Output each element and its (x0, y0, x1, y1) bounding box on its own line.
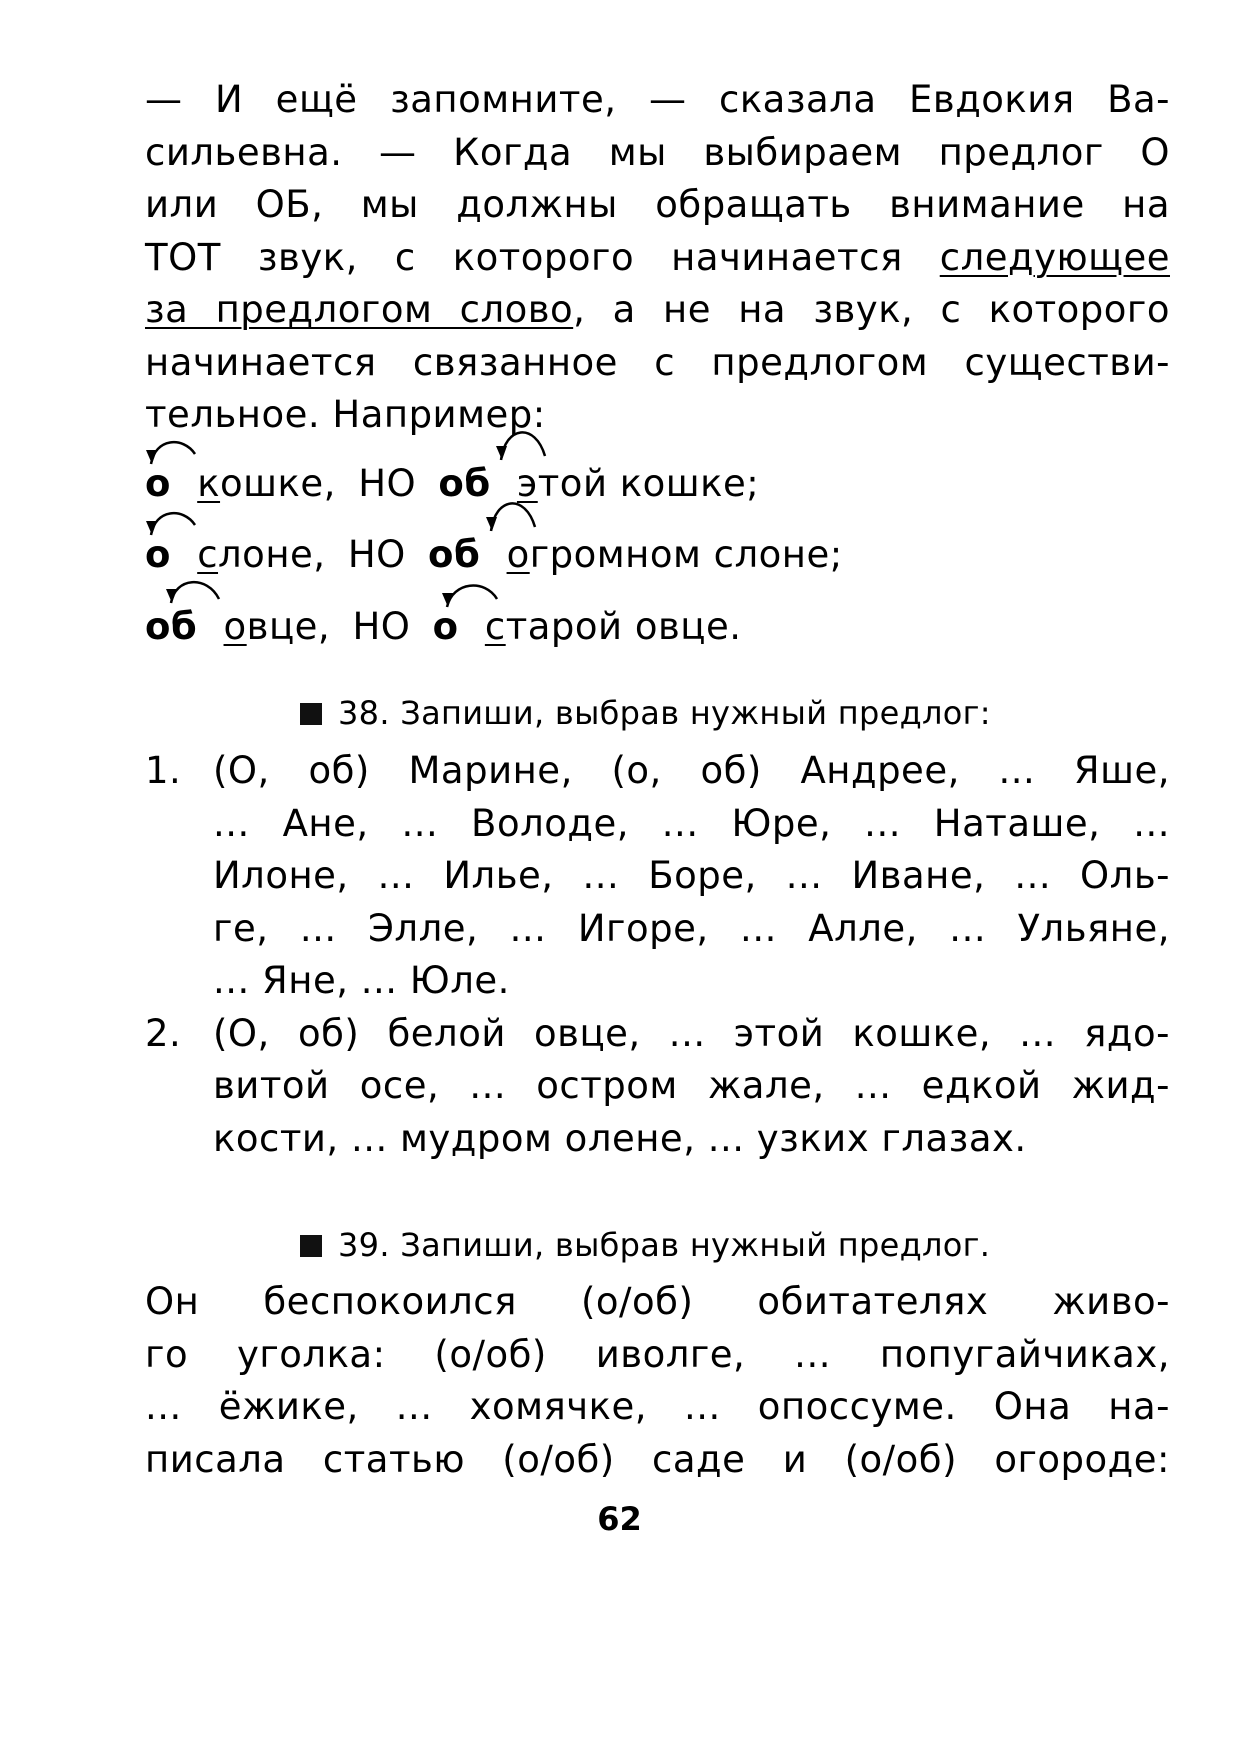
first-letter: с (197, 533, 219, 576)
underlined-text: следующее (939, 235, 1170, 279)
intro-text: , а не на звук, с которого (573, 288, 1170, 331)
example-line (145, 533, 843, 576)
example-line (145, 605, 742, 648)
page-number: 62 (597, 1500, 642, 1538)
exercise-item (145, 1008, 1170, 1166)
exercise-line: ... Яне, ... Юле. (213, 959, 510, 1002)
exercise-line: Он беспокоился (о/об) обитателях живо- (145, 1280, 1170, 1323)
first-letter: к (197, 462, 221, 505)
exercise-line: (О, об) Марине, (о, об) Андрее, ... Яше, (213, 749, 1170, 792)
underlined-text: за предлогом слово (145, 288, 574, 331)
example-word: лоне, (218, 533, 326, 576)
task-title: 38. Запиши, выбрав нужный предлог: (338, 694, 991, 732)
example-line (145, 462, 759, 505)
intro-text: ТОТ звук, с которого начинается (145, 235, 940, 279)
example-word: ошке, (220, 462, 336, 505)
arc-arrow-icon (163, 573, 233, 613)
item-number: 1. (145, 749, 182, 792)
square-bullet-icon (300, 1235, 322, 1257)
arc-arrow-icon (143, 507, 203, 541)
intro-paragraph (145, 74, 1170, 442)
preposition: об (438, 462, 491, 505)
exercise-line: (О, об) белой овце, ... этой кошке, ... ядо- (213, 1011, 1170, 1055)
example-word: вце, (246, 605, 331, 648)
preposition: об (145, 605, 198, 648)
exercise-line: писала статью (о/об) саде и (о/об) огороде: (145, 1437, 1170, 1481)
arc-arrow-icon (143, 436, 203, 470)
exercise-line: го уголка: (о/об) иволге, ... попугайчиках, (145, 1332, 1170, 1376)
exercise-line: кости, ... мудром олене, ... узких глазах. (213, 1116, 1027, 1160)
but-word: НО (358, 462, 417, 505)
intro-line (145, 284, 1170, 337)
arc-arrow-icon (465, 489, 545, 539)
example-word: тарой овце. (505, 605, 742, 648)
but-word: НО (347, 533, 406, 576)
exercise-line: витой осе, ... остром жале, ... едкой жид- (213, 1064, 1170, 1107)
intro-line: — И ещё запомните, — сказала Евдокия Ва- (145, 78, 1170, 121)
example-word: той кошке; (537, 462, 760, 505)
exercise-line: ге, ... Элле, ... Игоре, ... Алле, ... Ульяне, (213, 906, 1170, 950)
exercise-list (145, 745, 1170, 1165)
intro-line: сильевна. — Когда мы выбираем предлог О (145, 130, 1170, 174)
intro-line: начинается связанное с предлогом существи- (145, 340, 1170, 384)
arc-arrow-icon (475, 418, 555, 468)
preposition: о (432, 605, 459, 648)
first-letter: э (516, 462, 538, 505)
preposition: о (145, 533, 171, 576)
intro-line (145, 232, 1170, 285)
arc-arrow-icon (439, 579, 509, 613)
task-heading (300, 1226, 990, 1264)
preposition: о (145, 462, 171, 505)
intro-line: или ОБ, мы должны обращать внимание на (145, 183, 1170, 226)
preposition: об (428, 533, 481, 576)
first-letter: о (223, 605, 247, 648)
task-title: 39. Запиши, выбрав нужный предлог. (338, 1226, 991, 1264)
task-heading (300, 694, 991, 732)
but-word: НО (352, 605, 411, 648)
intro-line: тельное. Например: (145, 393, 546, 436)
exercise-line: ... Ане, ... Володе, ... Юре, ... Наташе, ... (213, 801, 1170, 845)
first-letter: с (484, 605, 506, 648)
exercise-item (145, 745, 1170, 1008)
square-bullet-icon (300, 703, 322, 725)
first-letter: о (506, 533, 530, 576)
exercise-line: Илоне, ... Илье, ... Боре, ... Иване, ... Оль- (213, 854, 1170, 897)
exercise-line: ... ёжике, ... хомячке, ... опоссуме. Она на- (145, 1385, 1170, 1428)
exercise-paragraph (145, 1276, 1170, 1486)
example-word: громном слоне; (529, 533, 843, 576)
item-number: 2. (145, 1011, 182, 1055)
